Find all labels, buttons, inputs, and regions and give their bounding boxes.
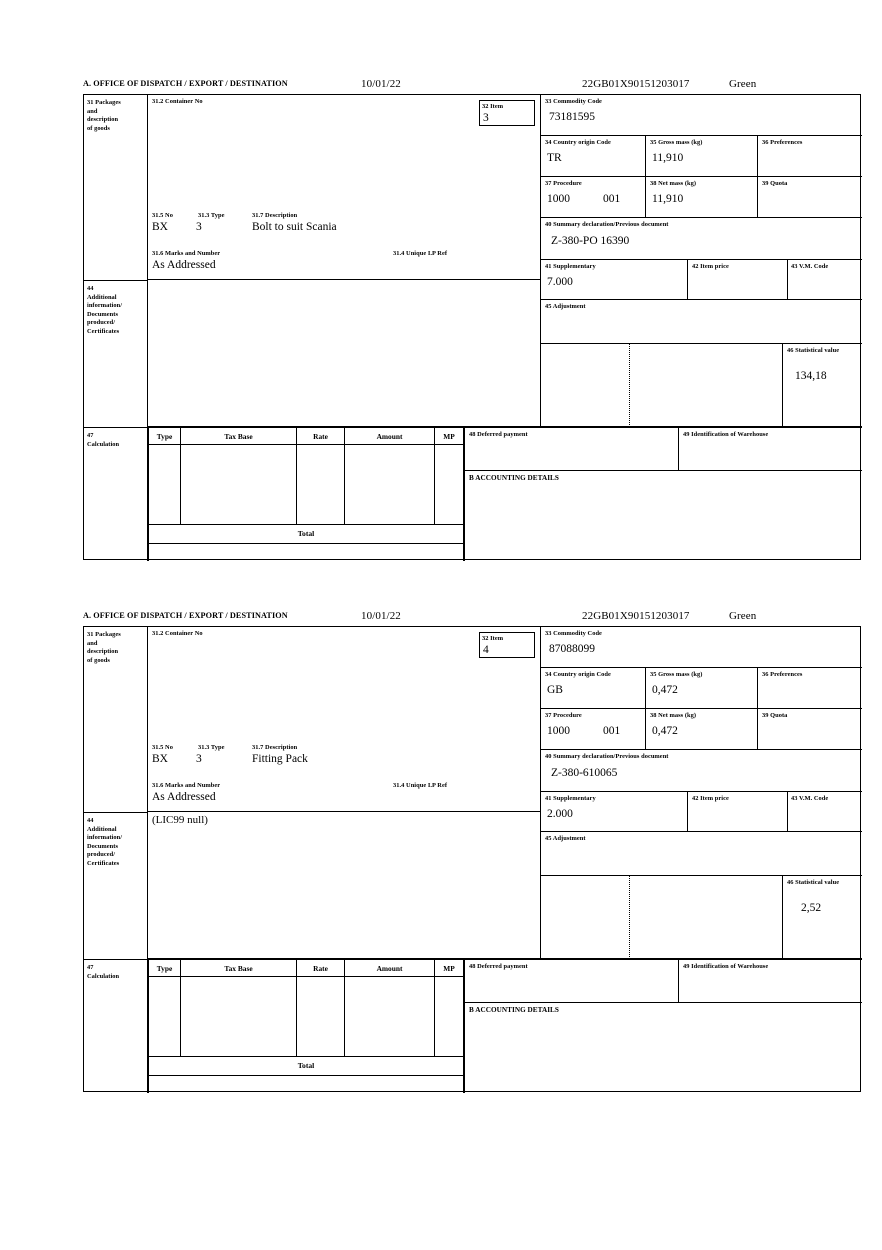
field-47-calculation-label: 47 Calculation	[84, 959, 148, 1093]
calc-col-rate: Rate	[297, 960, 345, 976]
packages-type-value: 3	[196, 753, 202, 765]
packages-no-value: BX	[152, 753, 168, 765]
field-45-adjustment: 45 Adjustment	[540, 832, 862, 876]
field-45-adjustment: 45 Adjustment	[540, 300, 862, 344]
section-b-accounting-details: B ACCOUNTING DETAILS	[464, 1003, 862, 1093]
calc-col-mp: MP	[443, 963, 455, 973]
calc-col-mp: MP	[443, 431, 455, 441]
packages-description-value: Fitting Pack	[252, 753, 308, 765]
item-number-value: 3	[483, 112, 489, 124]
field-44-additional-info-content	[148, 280, 540, 427]
procedure-code-value: 1000	[547, 725, 570, 737]
field-41-supplementary: 41 Supplementary 2.000	[540, 792, 688, 832]
customs-lane: Green	[729, 610, 757, 622]
field-44-additional-info-content	[148, 812, 540, 959]
field-49-warehouse: 49 Identification of Warehouse	[678, 959, 862, 1003]
procedure-code-value: 1000	[547, 193, 570, 205]
movement-reference-number: 22GB01X90151203017	[582, 610, 690, 622]
calc-col-tax-base: Tax Base	[181, 428, 297, 444]
field-38-net-mass: 38 Net mass (kg) 11,910	[646, 177, 758, 218]
field-36-preferences: 36 Preferences	[758, 136, 862, 177]
office-of-dispatch-label: A. OFFICE OF DISPATCH / EXPORT / DESTINATION	[83, 611, 288, 620]
calc-cell-tax-base	[181, 977, 297, 1056]
calculation-header-row	[149, 428, 463, 445]
additional-information-value: (LIC99 null)	[152, 814, 208, 826]
field-35-gross-mass: 35 Gross mass (kg) 0,472	[646, 668, 758, 709]
calc-cell-type	[149, 445, 181, 524]
calculation-total-row: Total	[149, 1057, 463, 1076]
field-39-quota: 39 Quota	[758, 177, 862, 218]
statistical-value-value: 2,52	[801, 902, 822, 914]
marks-and-number-value: As Addressed	[152, 259, 216, 271]
calculation-body-row	[149, 977, 463, 1057]
declaration-grid-1	[83, 94, 861, 560]
field-43-vm-code: 43 V.M. Code	[788, 792, 862, 832]
declaration-date: 10/01/22	[361, 610, 401, 622]
customs-declaration-form-1	[83, 78, 861, 560]
calc-cell-tax-base	[181, 445, 297, 524]
packages-type-value: 3	[196, 221, 202, 233]
calculation-body-row	[149, 445, 463, 525]
field-41-supplementary: 41 Supplementary 7.000	[540, 260, 688, 300]
packages-no-value: BX	[152, 221, 168, 233]
form-header-1	[83, 78, 861, 94]
commodity-code-value: 87088099	[549, 643, 595, 655]
procedure-code-2-value: 001	[603, 725, 621, 737]
calc-col-rate: Rate	[297, 428, 345, 444]
calculation-table	[148, 959, 464, 1093]
calculation-header-row	[149, 960, 463, 977]
calc-col-type: Type	[149, 428, 181, 444]
field-34-country-origin: 34 Country origin Code GB	[540, 668, 646, 709]
previous-document-value: Z-380-610065	[551, 767, 618, 779]
field-49-warehouse: 49 Identification of Warehouse	[678, 427, 862, 471]
supplementary-value: 7.000	[547, 276, 573, 288]
section-b-accounting-details: B ACCOUNTING DETAILS	[464, 471, 862, 561]
office-of-dispatch-label: A. OFFICE OF DISPATCH / EXPORT / DESTINATION	[83, 79, 288, 88]
calc-cell-amount	[345, 445, 435, 524]
field-35-gross-mass: 35 Gross mass (kg) 11,910	[646, 136, 758, 177]
supplementary-value: 2.000	[547, 808, 573, 820]
field-36-preferences: 36 Preferences	[758, 668, 862, 709]
field-37-procedure: 37 Procedure 1000 001	[540, 709, 646, 750]
field-42-item-price: 42 Item price	[688, 260, 788, 300]
net-mass-value: 0,472	[652, 725, 678, 737]
field-31-2-container-no: 31.2 Container No 31.5 No 31.3 Type 31.7 Description BX 3 Fitting Pack 31.6 Marks and Number 31.4 Unique I.P Ref As Addressed	[148, 627, 540, 812]
previous-document-value: Z-380-PO 16390	[551, 235, 630, 247]
field-43-vm-code: 43 V.M. Code	[788, 260, 862, 300]
field-47-calculation-label: 47 Calculation	[84, 427, 148, 561]
calc-col-tax-base: Tax Base	[181, 960, 297, 976]
item-number-value: 4	[483, 644, 489, 656]
declaration-date: 10/01/22	[361, 78, 401, 90]
statistical-value-value: 134,18	[795, 370, 827, 382]
packages-description-value: Bolt to suit Scania	[252, 221, 337, 233]
movement-reference-number: 22GB01X90151203017	[582, 78, 690, 90]
calc-cell-mp	[435, 977, 463, 1056]
declaration-grid-2	[83, 626, 861, 1092]
calc-col-amount: Amount	[345, 960, 435, 976]
field-44-additional-info-label: 44 Additional information/ Documents produced/ Certificates	[84, 812, 148, 959]
field-46-statistical-value: 46 Statistical value 2,52	[782, 876, 863, 959]
calc-col-amount: Amount	[345, 428, 435, 444]
calc-cell-mp	[435, 445, 463, 524]
country-origin-value: TR	[547, 152, 562, 164]
field-33-commodity-code: 33 Commodity Code 73181595	[540, 95, 862, 136]
field-37-procedure: 37 Procedure 1000 001	[540, 177, 646, 218]
gross-mass-value: 11,910	[652, 152, 684, 164]
commodity-code-value: 73181595	[549, 111, 595, 123]
field-39-quota: 39 Quota	[758, 709, 862, 750]
field-48-deferred-payment: 48 Deferred payment	[464, 959, 678, 1003]
field-32-item: 32 Item 3	[479, 100, 535, 126]
field-31-2-container-no: 31.2 Container No 31.5 No 31.3 Type 31.7 Description BX 3 Bolt to suit Scania 31.6 Marks and Number 31.4 Unique I.P Ref As Addressed	[148, 95, 540, 280]
dotted-divider	[629, 876, 630, 959]
customs-lane: Green	[729, 78, 757, 90]
field-46-statistical-value: 46 Statistical value 134,18	[782, 344, 863, 427]
calculation-total-row: Total	[149, 525, 463, 544]
calc-cell-rate	[297, 977, 345, 1056]
field-32-item: 32 Item 4	[479, 632, 535, 658]
field-40-previous-document: 40 Summary declaration/Previous document Z-380-PO 16390	[540, 218, 862, 260]
field-31-packages-label: 31 Packages and description of goods	[84, 627, 148, 812]
field-46-statistical-value-region	[540, 876, 862, 959]
gross-mass-value: 0,472	[652, 684, 678, 696]
net-mass-value: 11,910	[652, 193, 684, 205]
form-header-2	[83, 610, 861, 626]
customs-declaration-form-2	[83, 610, 861, 1092]
field-40-previous-document: 40 Summary declaration/Previous document Z-380-610065	[540, 750, 862, 792]
field-42-item-price: 42 Item price	[688, 792, 788, 832]
field-33-commodity-code: 33 Commodity Code 87088099	[540, 627, 862, 668]
country-origin-value: GB	[547, 684, 563, 696]
calculation-table	[148, 427, 464, 561]
field-46-statistical-value-region	[540, 344, 862, 427]
field-48-deferred-payment: 48 Deferred payment	[464, 427, 678, 471]
field-44-additional-info-label: 44 Additional information/ Documents produced/ Certificates	[84, 280, 148, 427]
calc-cell-rate	[297, 445, 345, 524]
marks-and-number-value: As Addressed	[152, 791, 216, 803]
field-31-packages-label: 31 Packages and description of goods	[84, 95, 148, 280]
field-34-country-origin: 34 Country origin Code TR	[540, 136, 646, 177]
dotted-divider	[629, 344, 630, 427]
calc-col-type: Type	[149, 960, 181, 976]
calc-cell-type	[149, 977, 181, 1056]
procedure-code-2-value: 001	[603, 193, 621, 205]
field-38-net-mass: 38 Net mass (kg) 0,472	[646, 709, 758, 750]
calc-cell-amount	[345, 977, 435, 1056]
